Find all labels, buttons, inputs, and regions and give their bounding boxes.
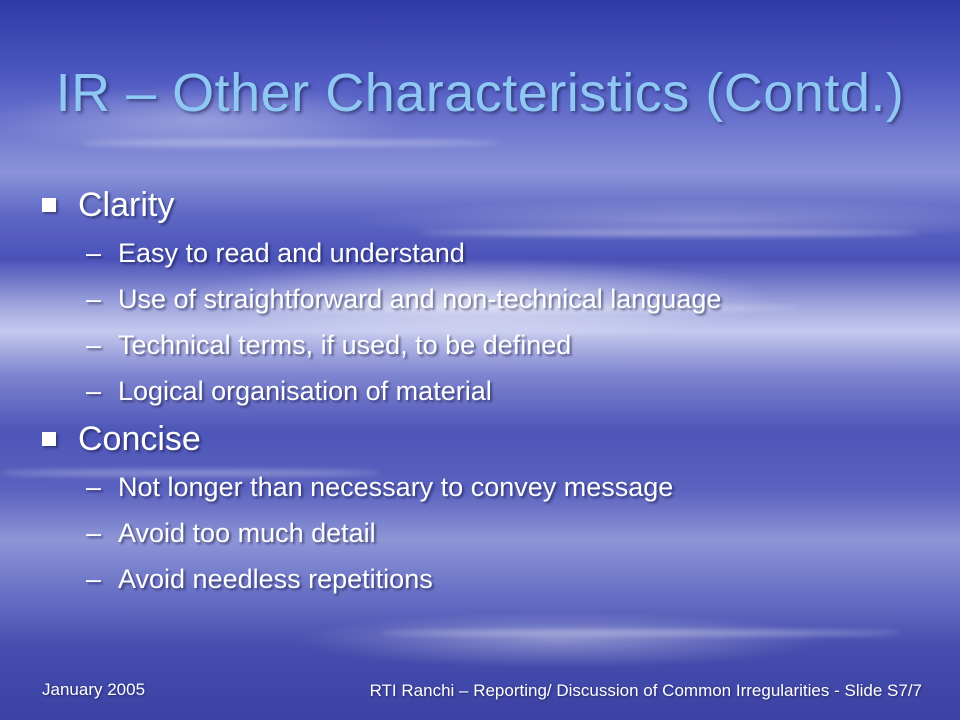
background-streak: [380, 630, 900, 636]
sub-bullet-text: Avoid needless repetitions: [118, 563, 433, 594]
square-bullet-icon: [42, 198, 56, 212]
sub-bullet: [42, 276, 922, 322]
bullet-heading: Clarity: [78, 185, 175, 224]
sub-bullet: [42, 464, 922, 510]
sub-bullet-text: Avoid too much detail: [118, 517, 376, 548]
footer-date: January 2005: [42, 680, 146, 699]
sub-bullet: [42, 510, 922, 556]
footer-caption: RTI Ranchi – Reporting/ Discussion of Common Irregularities - Slide S7/7: [369, 681, 922, 700]
sub-bullet-text: Not longer than necessary to convey message: [118, 471, 674, 502]
dash-icon: –: [86, 471, 102, 502]
sub-bullet-text: Technical terms, if used, to be defined: [118, 329, 572, 360]
dash-icon: –: [86, 283, 102, 314]
sub-bullet-text: Easy to read and understand: [118, 237, 465, 268]
sub-bullet: [42, 322, 922, 368]
dash-icon: –: [86, 563, 102, 594]
sub-bullet: [42, 230, 922, 276]
dash-icon: –: [86, 329, 102, 360]
sub-bullet-text: Logical organisation of material: [118, 375, 492, 406]
bullet-clarity: [42, 180, 922, 230]
dash-icon: –: [86, 237, 102, 268]
content-list: [42, 180, 922, 602]
square-bullet-icon: [42, 432, 56, 446]
sub-bullet-text: Use of straightforward and non-technical language: [118, 283, 722, 314]
background-streak: [80, 140, 500, 146]
sub-bullet: [42, 368, 922, 414]
dash-icon: –: [86, 375, 102, 406]
bullet-concise: [42, 414, 922, 464]
sub-bullet: [42, 556, 922, 602]
slide-title: IR – Other Characteristics (Contd.): [55, 63, 905, 123]
dash-icon: –: [86, 517, 102, 548]
bullet-heading: Concise: [78, 419, 201, 458]
